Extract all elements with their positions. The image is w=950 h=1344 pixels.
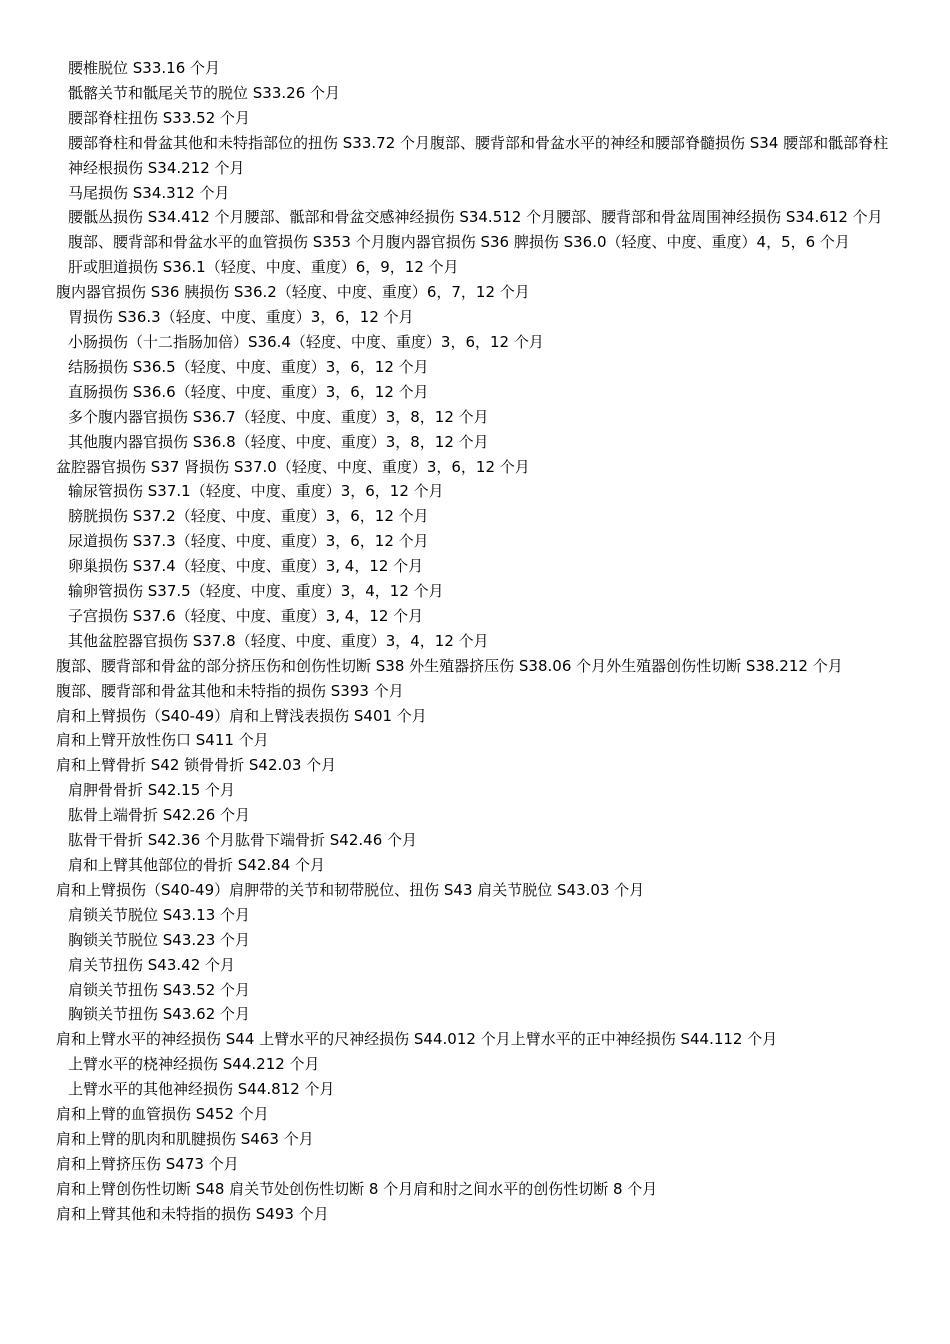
text-line: 肩和上臂其他部位的骨折 S42.84 个月	[68, 856, 326, 874]
text-line: 肩和上臂损伤（S40-49）肩胛带的关节和韧带脱位、扭伤 S43 肩关节脱位 S43.03 个月	[56, 880, 645, 899]
text-line: 马尾损伤 S34.312 个月	[68, 183, 230, 202]
text-line: 肩和上臂创伤性切断 S48 肩关节处创伤性切断 8 个月肩和肘之间水平的创伤性切断 8 个月	[56, 1179, 658, 1198]
text-line: 肩锁关节脱位 S43.13 个月	[68, 905, 251, 924]
document-page	[56, 56, 894, 1227]
text-line: 腰骶丛损伤 S34.412 个月腰部、骶部和骨盆交感神经损伤 S34.512 个月腰部、腰背部和骨盆周围神经损伤 S34.612 个月腹部、腰背部和骨盆水平的血管损伤 S353 个月腹内器官损伤 S36 脾损伤 S36.0（轻度、中度、重度）4，5，6 个月	[68, 208, 883, 252]
text-line: 胃损伤 S36.3（轻度、中度、重度）3，6，12 个月	[68, 308, 414, 327]
text-line: 腹部、腰背部和骨盆的部分挤压伤和创伤性切断 S38 外生殖器挤压伤 S38.06 个月外生殖器创伤性切断 S38.212 个月	[56, 656, 843, 675]
text-line: 肝或胆道损伤 S36.1（轻度、中度、重度）6，9，12 个月	[68, 258, 459, 277]
text-line: 小肠损伤（十二指肠加倍）S36.4（轻度、中度、重度）3，6，12 个月	[68, 332, 544, 351]
text-line: 直肠损伤 S36.6（轻度、中度、重度）3，6，12 个月	[68, 382, 429, 401]
text-line: 子宫损伤 S37.6（轻度、中度、重度）3, 4，12 个月	[68, 606, 424, 625]
text-line: 肩和上臂的血管损伤 S452 个月	[56, 1105, 269, 1124]
text-line: 肩关节扭伤 S43.42 个月	[68, 955, 236, 974]
text-line: 肩和上臂骨折 S42 锁骨骨折 S42.03 个月	[56, 756, 337, 775]
text-line: 骶髂关节和骶尾关节的脱位 S33.26 个月	[68, 83, 341, 102]
text-line: 卵巢损伤 S37.4（轻度、中度、重度）3, 4，12 个月	[68, 557, 424, 576]
text-line: 肩胛骨骨折 S42.15 个月	[68, 781, 236, 800]
text-line: 胸锁关节扭伤 S43.62 个月	[68, 1005, 251, 1024]
text-line: 腰椎脱位 S33.16 个月	[68, 59, 221, 77]
text-line: 其他腹内器官损伤 S36.8（轻度、中度、重度）3，8，12 个月	[68, 432, 489, 451]
text-line: 胸锁关节脱位 S43.23 个月	[68, 930, 251, 949]
text-line: 肩和上臂开放性伤口 S411 个月	[56, 731, 269, 750]
text-line: 腹内器官损伤 S36 胰损伤 S36.2（轻度、中度、重度）6，7，12 个月	[56, 283, 530, 302]
text-line: 盆腔器官损伤 S37 肾损伤 S37.0（轻度、中度、重度）3，6，12 个月	[56, 457, 530, 476]
text-line: 肩和上臂的肌肉和肌腱损伤 S463 个月	[56, 1129, 314, 1148]
text-line: 上臂水平的桡神经损伤 S44.212 个月	[68, 1055, 320, 1074]
text-line: 腰部脊柱扭伤 S33.52 个月	[68, 108, 251, 127]
text-line: 肱骨干骨折 S42.36 个月肱骨下端骨折 S42.46 个月	[68, 831, 418, 850]
text-line: 肩和上臂其他和未特指的损伤 S493 个月	[56, 1204, 329, 1223]
text-line: 腰部脊柱和骨盆其他和未特指部位的扭伤 S33.72 个月腹部、腰背部和骨盆水平的神经和腰部脊髓损伤 S34 腰部和骶部脊柱神经根损伤 S34.212 个月	[68, 133, 889, 177]
text-line: 肱骨上端骨折 S42.26 个月	[68, 806, 251, 825]
text-line: 腹部、腰背部和骨盆其他和未特指的损伤 S393 个月	[56, 681, 404, 700]
text-line: 肩和上臂损伤（S40-49）肩和上臂浅表损伤 S401 个月	[56, 706, 427, 725]
text-line: 肩和上臂挤压伤 S473 个月	[56, 1154, 239, 1173]
text-line: 其他盆腔器官损伤 S37.8（轻度、中度、重度）3，4，12 个月	[68, 631, 489, 650]
text-line: 结肠损伤 S36.5（轻度、中度、重度）3，6，12 个月	[68, 357, 429, 376]
text-line: 上臂水平的其他神经损伤 S44.812 个月	[68, 1080, 335, 1099]
text-line: 输卵管损伤 S37.5（轻度、中度、重度）3，4，12 个月	[68, 582, 444, 601]
text-line: 多个腹内器官损伤 S36.7（轻度、中度、重度）3，8，12 个月	[68, 407, 489, 426]
text-line: 肩和上臂水平的神经损伤 S44 上臂水平的尺神经损伤 S44.012 个月上臂水平的正中神经损伤 S44.112 个月	[56, 1030, 778, 1049]
text-line: 肩锁关节扭伤 S43.52 个月	[68, 980, 251, 999]
text-line: 膀胱损伤 S37.2（轻度、中度、重度）3，6，12 个月	[68, 507, 429, 526]
text-line: 尿道损伤 S37.3（轻度、中度、重度）3，6，12 个月	[68, 532, 429, 551]
text-line: 输尿管损伤 S37.1（轻度、中度、重度）3，6，12 个月	[68, 482, 444, 501]
